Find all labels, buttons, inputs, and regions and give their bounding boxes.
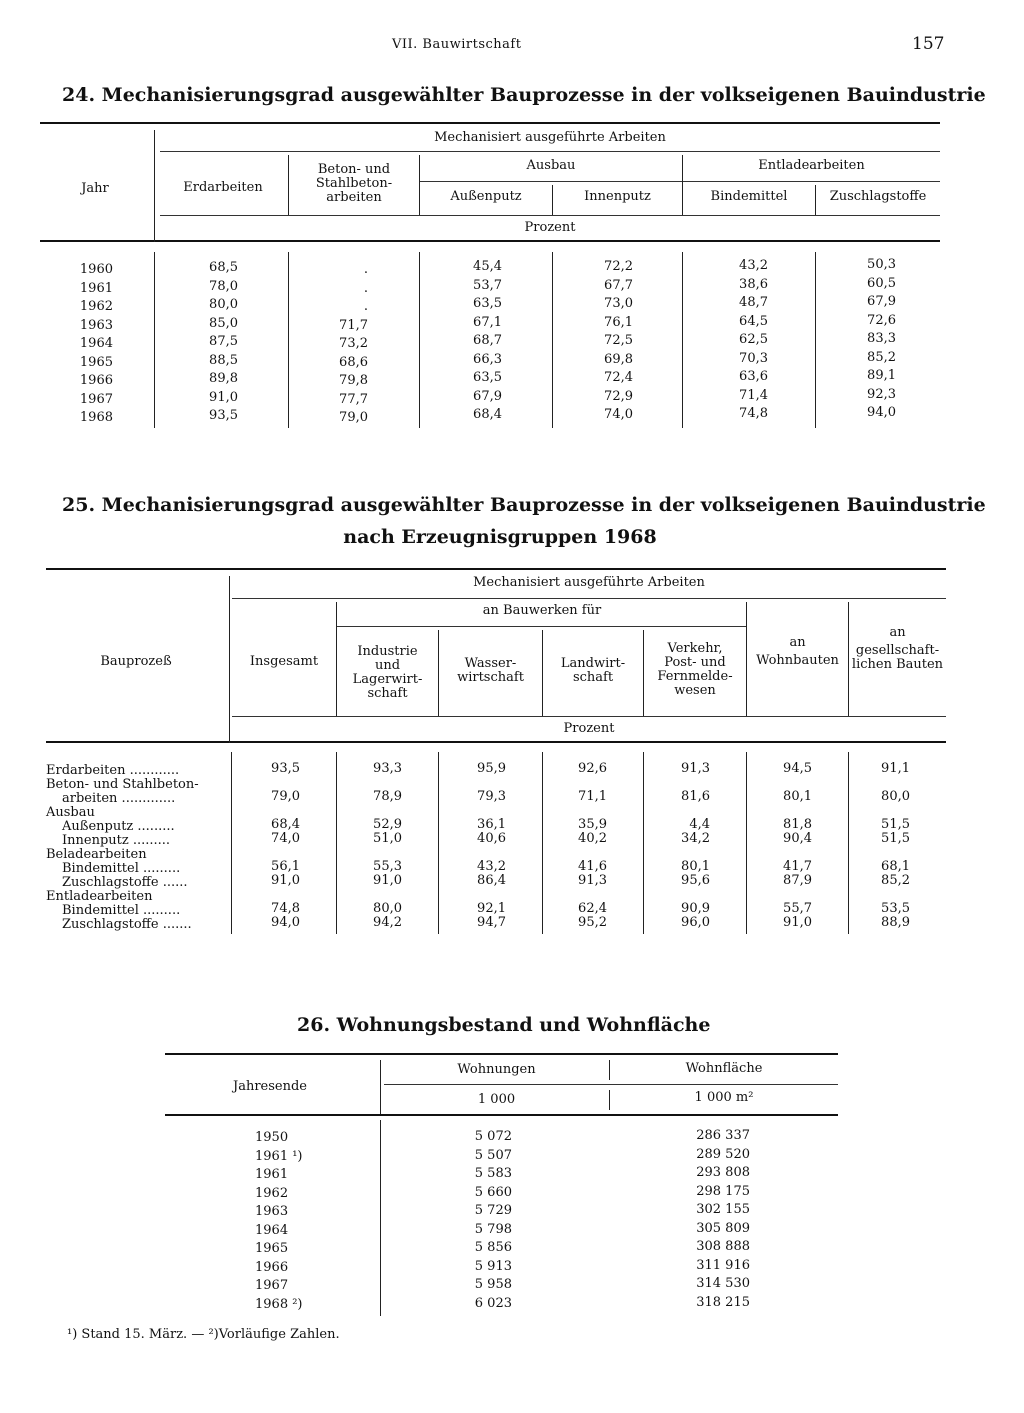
table-cell: 5 798	[474, 1221, 512, 1237]
col-head-beton: Beton- und Stahlbeton- arbeiten	[315, 162, 393, 205]
table-cell: 286 337	[696, 1128, 750, 1143]
table-cell: 81,8	[783, 817, 812, 832]
col-head-zuschlagstoffe: Zuschlagstoffe	[829, 189, 927, 204]
table-cell: .	[363, 280, 368, 296]
table-cell: 305 809	[696, 1220, 750, 1236]
unit-prozent: Prozent	[524, 220, 576, 235]
table-cell: 1963	[79, 317, 113, 333]
table-cell: 86,4	[477, 873, 506, 888]
table-cell: 56,1	[271, 859, 300, 874]
col-jahresende	[255, 1129, 335, 1314]
table-cell: 1950	[255, 1130, 289, 1145]
col-head-ausbau: Ausbau	[526, 158, 576, 173]
table-cell: 62,4	[578, 901, 607, 916]
table-cell: 85,2	[881, 873, 910, 888]
table-24-title: 24. Mechanisierungsgrad ausgewählter Bauprozesse in der volkseigenen Bauindustrie	[62, 84, 986, 106]
table-cell: 87,5	[209, 334, 238, 349]
table-cell: 91,3	[578, 873, 607, 888]
table-cell: 76,1	[604, 314, 633, 330]
table-cell: 6 023	[474, 1295, 512, 1311]
table-cell: 67,7	[604, 277, 633, 293]
table-cell: 68,7	[473, 333, 502, 348]
table-cell: 96,0	[681, 915, 710, 930]
table-cell: 80,0	[373, 901, 402, 916]
running-head: VII. Bauwirtschaft	[392, 37, 522, 52]
sub-head-bauwerke: an Bauwerken für	[482, 603, 602, 618]
table-cell: 64,5	[739, 313, 768, 329]
col-head-innenputz: Innenputz	[584, 189, 651, 204]
table-cell: 62,5	[739, 332, 768, 347]
col-head-verkehr: Verkehr, Post- und Fernmelde- wesen	[657, 641, 733, 698]
table-cell: 1965	[255, 1241, 289, 1256]
table-cell: 1967	[255, 1278, 289, 1293]
table-cell: 43,2	[477, 859, 506, 874]
table-25-title-line1: 25. Mechanisierungsgrad ausgewählter Bauprozesse in der volkseigenen Bauindustrie	[62, 494, 986, 516]
stub-head-jahr: Jahr	[81, 181, 109, 196]
table-cell: 94,2	[373, 915, 402, 930]
table-cell: 1968 ²)	[255, 1296, 303, 1312]
table-cell: 79,0	[339, 410, 368, 425]
table-cell: 36,1	[477, 817, 506, 832]
col-head-gesellschaftliche-bauten: an gesellschaft- lichen Bauten	[851, 625, 944, 672]
col-bindemittel	[683, 257, 768, 424]
table-cell: 83,3	[867, 331, 896, 346]
table-cell: 5 507	[474, 1147, 512, 1163]
table-cell: 79,8	[339, 373, 368, 388]
table-cell: 1963	[255, 1204, 289, 1219]
table-cell: 73,2	[339, 336, 368, 351]
table-cell: 51,5	[881, 817, 910, 832]
table-cell: 5 072	[474, 1129, 512, 1144]
table-cell: 5 856	[474, 1240, 512, 1255]
table-cell: 92,1	[477, 901, 506, 916]
span-head: Mechanisiert ausgeführte Arbeiten	[473, 575, 705, 590]
span-head: Mechanisiert ausgeführte Arbeiten	[434, 130, 666, 145]
table-cell: 80,0	[209, 297, 238, 312]
table-cell: 50,3	[867, 257, 896, 272]
col-erdarbeiten	[160, 259, 238, 426]
table-cell: 40,6	[477, 831, 506, 846]
col-years	[60, 261, 113, 428]
table-cell: 311 916	[696, 1257, 750, 1273]
table-cell: 94,7	[477, 915, 506, 930]
table-cell: 40,2	[578, 831, 607, 846]
table-cell: 60,5	[867, 275, 896, 291]
table-cell: 52,9	[373, 817, 402, 832]
table-cell: 55,3	[373, 859, 402, 874]
table-cell: 63,6	[739, 369, 768, 384]
col-head-industrie: Industrie und Lagerwirt- schaft	[352, 644, 423, 701]
table-cell: 5 583	[474, 1166, 512, 1181]
col-head-landwirtschaft: Landwirt- schaft	[560, 656, 626, 685]
table-cell: 35,9	[578, 817, 607, 832]
table-cell: 74,0	[271, 831, 300, 846]
unit-1000-m2: 1 000 m²	[694, 1090, 754, 1105]
table-cell: 68,1	[881, 859, 910, 874]
table-cell: 1964	[79, 336, 113, 351]
table-cell: 78,9	[373, 789, 402, 804]
table-cell: 85,0	[209, 315, 238, 331]
table-cell: 318 215	[696, 1294, 750, 1310]
table-cell: 68,6	[339, 354, 368, 370]
table-cell: 1960	[79, 262, 113, 277]
table-cell: 38,6	[739, 276, 768, 292]
table-cell: 78,0	[209, 278, 238, 294]
table-cell: 74,8	[271, 901, 300, 916]
table-cell: 63,5	[473, 370, 502, 385]
table-cell: 88,9	[881, 915, 910, 930]
table-cell: 1961	[79, 280, 113, 296]
col-wohnflaeche	[620, 1127, 750, 1312]
table-cell: 53,5	[881, 901, 910, 916]
table-cell: 91,0	[271, 873, 300, 888]
col-aussenputz	[420, 258, 502, 425]
table-cell: 55,7	[783, 901, 812, 916]
table-cell: 48,7	[739, 295, 768, 310]
table-cell: 71,4	[739, 387, 768, 403]
table-cell: 79,3	[477, 789, 506, 804]
table-cell: 41,6	[578, 859, 607, 874]
table-cell: 80,1	[783, 789, 812, 804]
table-cell: 80,1	[681, 859, 710, 874]
table-cell: 88,5	[209, 352, 238, 368]
page-number: 157	[912, 34, 945, 54]
table-cell: 92,3	[867, 386, 896, 402]
table-cell: 1968	[79, 410, 113, 425]
table-cell: 314 530	[696, 1276, 750, 1291]
table-cell: 1962	[79, 299, 113, 314]
table-cell: 80,0	[881, 789, 910, 804]
col-head-insgesamt: Insgesamt	[249, 654, 319, 669]
table-cell: 94,0	[271, 915, 300, 930]
col-head-bindemittel: Bindemittel	[710, 189, 788, 204]
table-cell: 45,4	[473, 259, 502, 274]
table-cell: 91,0	[209, 389, 238, 405]
col-head-wasserwirtschaft: Wasser- wirtschaft	[457, 656, 524, 685]
col-zuschlagstoffe	[816, 256, 896, 423]
table-cell: 1961 ¹)	[255, 1148, 303, 1164]
table-cell: 74,0	[604, 407, 633, 422]
table-cell: 81,6	[681, 789, 710, 804]
table-cell: 34,2	[681, 831, 710, 846]
table-cell: 53,7	[473, 277, 502, 293]
table-cell: 1964	[255, 1222, 289, 1238]
table-cell: 95,6	[681, 873, 710, 888]
col-head-wohnbauten: an Wohnbauten	[756, 635, 839, 668]
table-cell: 1966	[255, 1259, 289, 1275]
table-cell: 51,5	[881, 831, 910, 846]
table-cell: 91,3	[681, 761, 710, 776]
table-cell: 1967	[79, 391, 113, 407]
table-cell: 5 660	[474, 1184, 512, 1200]
col-innenputz	[553, 258, 633, 425]
col-head-aussenputz: Außenputz	[450, 189, 522, 204]
table-cell: 77,7	[339, 391, 368, 407]
table-cell: 91,0	[783, 915, 812, 930]
col-wohnungen	[400, 1128, 512, 1313]
table-cell: 90,9	[681, 901, 710, 916]
table-cell: 41,7	[783, 859, 812, 874]
table-cell: 72,4	[604, 370, 633, 385]
table-cell: 92,6	[578, 761, 607, 776]
table-cell: 69,8	[604, 351, 633, 367]
table-cell: 71,1	[578, 789, 607, 804]
table-26-title: 26. Wohnungsbestand und Wohnfläche	[297, 1014, 711, 1036]
table-25-title-line2: nach Erzeugnisgruppen 1968	[343, 526, 657, 548]
table-cell: 93,5	[209, 408, 238, 423]
table-cell: 87,9	[783, 873, 812, 888]
table-cell: 1966	[79, 373, 113, 388]
table-cell: 293 808	[696, 1165, 750, 1180]
table-cell: 1962	[255, 1185, 289, 1201]
table-cell: 94,0	[867, 405, 896, 420]
table-cell: 72,2	[604, 259, 633, 274]
table-cell: 5 913	[474, 1258, 512, 1274]
table-cell: 71,7	[339, 317, 368, 333]
table-cell: 90,4	[783, 831, 812, 846]
table-cell: 72,5	[604, 333, 633, 348]
table-cell: 68,4	[473, 407, 502, 422]
table-cell: 5 729	[474, 1203, 512, 1218]
table-cell: 1965	[79, 354, 113, 370]
table-cell: 289 520	[696, 1146, 750, 1162]
table-cell: 74,8	[739, 406, 768, 421]
table-cell: 94,5	[783, 761, 812, 776]
table-cell: 1961	[255, 1167, 289, 1182]
stub-head-jahresende: Jahresende	[233, 1079, 307, 1094]
table-cell: 72,9	[604, 388, 633, 404]
table-cell: 4,4	[689, 817, 710, 832]
table-cell: 66,3	[473, 351, 502, 367]
table-cell: 89,8	[209, 371, 238, 386]
table-cell: 68,5	[209, 260, 238, 275]
table-cell: 95,9	[477, 761, 506, 776]
table-cell: .	[363, 262, 368, 277]
table-cell: 73,0	[604, 296, 633, 311]
table-cell: .	[363, 299, 368, 314]
col-head-entladearbeiten: Entladearbeiten	[758, 158, 865, 173]
table-cell: 43,2	[739, 258, 768, 273]
col-head-erdarbeiten: Erdarbeiten	[183, 180, 263, 195]
table-cell: 67,1	[473, 314, 502, 330]
table-cell: 93,3	[373, 761, 402, 776]
table-cell: 308 888	[696, 1239, 750, 1254]
table-cell: 51,0	[373, 831, 402, 846]
table-cell: 79,0	[271, 789, 300, 804]
table-cell: 5 958	[474, 1277, 512, 1292]
footnote: ¹) Stand 15. März. — ²)Vorläufige Zahlen.	[67, 1327, 340, 1342]
table-cell: 302 155	[696, 1202, 750, 1217]
stub-head-bauprozess: Bauprozeß	[100, 654, 172, 669]
table-cell: 72,6	[867, 312, 896, 328]
table-cell: 68,4	[271, 817, 300, 832]
table-cell: 67,9	[867, 294, 896, 309]
col-beton	[290, 261, 368, 428]
table-cell: 85,2	[867, 349, 896, 365]
table-cell: 63,5	[473, 296, 502, 311]
table-cell: 70,3	[739, 350, 768, 366]
unit-prozent: Prozent	[563, 721, 615, 736]
unit-1000: 1 000	[477, 1092, 516, 1107]
col-head-wohnflaeche: Wohnfläche	[685, 1061, 763, 1076]
table-cell: 95,2	[578, 915, 607, 930]
table-cell: 89,1	[867, 368, 896, 383]
table-cell: 91,1	[881, 761, 910, 776]
table-cell: 93,5	[271, 761, 300, 776]
table-cell: 91,0	[373, 873, 402, 888]
table-cell: 67,9	[473, 388, 502, 404]
col-head-wohnungen: Wohnungen	[457, 1062, 536, 1077]
table-cell: 298 175	[696, 1183, 750, 1199]
